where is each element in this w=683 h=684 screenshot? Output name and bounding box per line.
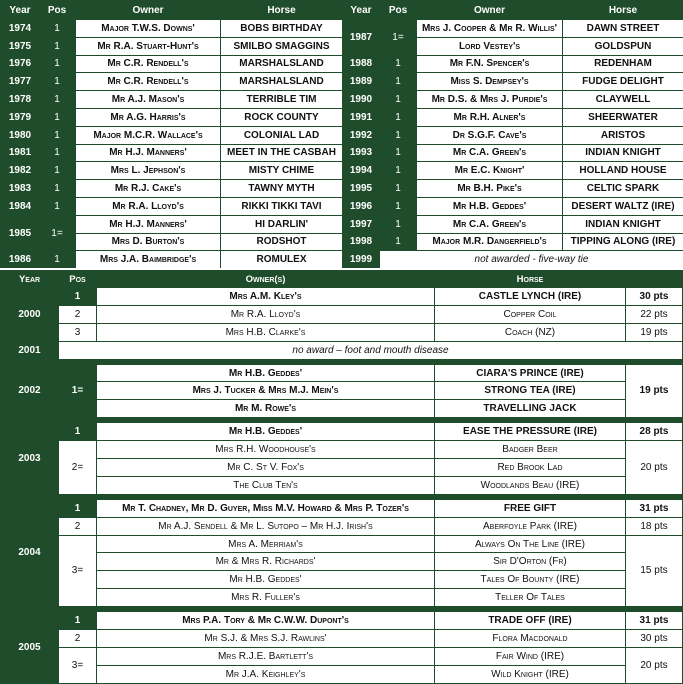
header-row — [1, 271, 682, 287]
table-row — [1, 500, 682, 517]
horse-cell: Flora Macdonald — [435, 630, 625, 647]
year-cell: 2004 — [1, 500, 58, 606]
pos-cell: 1 — [380, 216, 416, 233]
table-row — [2, 38, 342, 55]
year-cell: 1982 — [2, 162, 38, 179]
horse-cell: ROCK COUNTY — [221, 109, 342, 126]
horse-cell: BOBS BIRTHDAY — [221, 20, 342, 37]
pos-cell: 1= — [39, 216, 75, 251]
table-row — [1, 324, 682, 341]
year-cell: 1999 — [343, 251, 379, 268]
header-horse: Horse — [435, 271, 625, 287]
owner-cell: Mr C.A. Green's — [417, 216, 562, 233]
horse-cell: INDIAN KNIGHT — [563, 145, 683, 162]
horse-cell: COLONIAL LAD — [221, 127, 342, 144]
pos-cell: 1 — [39, 162, 75, 179]
horse-cell: RIKKI TIKKI TAVI — [221, 198, 342, 215]
year-cell: 2001 — [1, 342, 58, 359]
not-awarded-note: not awarded - five-way tie — [380, 251, 683, 268]
table-row — [2, 162, 342, 179]
pos-cell: 1 — [380, 56, 416, 73]
owner-cell: Major T.W.S. Downs' — [76, 20, 220, 37]
table-row — [2, 56, 342, 73]
year-cell: 1984 — [2, 198, 38, 215]
table-row — [2, 127, 342, 144]
owner-cell: Mrs A. Merriam's — [97, 536, 434, 553]
pos-cell: 1 — [39, 20, 75, 37]
horse-cell: Red Brook Lad — [435, 459, 625, 476]
horse-cell: Sir D'Orton (Fr) — [435, 553, 625, 570]
horse-cell: ARISTOS — [563, 127, 683, 144]
owner-cell: Mr A.J. Sendell & Mr L. Sutopo – Mr H.J. Irish's — [97, 518, 434, 535]
table-row — [1, 648, 682, 665]
horse-cell: MARSHALSLAND — [221, 73, 342, 90]
year-cell: 1981 — [2, 145, 38, 162]
pos-cell: 1 — [39, 38, 75, 55]
owner-cell: Mr C.R. Rendell's — [76, 73, 220, 90]
horse-cell: STRONG TEA (IRE) — [435, 382, 625, 399]
pos-cell: 3 — [59, 324, 96, 341]
horse-cell: CIARA'S PRINCE (IRE) — [435, 365, 625, 382]
pos-cell: 1 — [39, 56, 75, 73]
points-cell: 30 pts — [626, 288, 682, 305]
horse-cell: Coach (NZ) — [435, 324, 625, 341]
table-row — [1, 382, 682, 399]
header-row — [343, 2, 683, 19]
horse-cell: FREE GIFT — [435, 500, 625, 517]
table-row — [343, 198, 683, 215]
owner-cell: Mr S.J. & Mrs S.J. Rawlins' — [97, 630, 434, 647]
pos-cell: 1= — [380, 20, 416, 55]
header-owner: Owner — [417, 2, 562, 19]
owner-cell: Mrs R.J.E. Bartlett's — [97, 648, 434, 665]
table-row — [1, 423, 682, 440]
year-cell: 2000 — [1, 288, 58, 341]
owner-cell: The Club Ten's — [97, 477, 434, 494]
owner-cell: Mrs R.H. Woodhouse's — [97, 441, 434, 458]
table-row — [343, 109, 683, 126]
owner-cell: Miss S. Dempsey's — [417, 73, 562, 90]
year-cell: 1998 — [343, 234, 379, 251]
year-cell: 1990 — [343, 91, 379, 108]
section-divider — [1, 418, 682, 422]
points-cell: 15 pts — [626, 536, 682, 607]
header-year: Year — [1, 271, 58, 287]
owner-cell: Major M.C.R. Wallace's — [76, 127, 220, 144]
table-row — [343, 251, 683, 268]
pos-cell: 1 — [39, 91, 75, 108]
horse-cell: TERRIBLE TIM — [221, 91, 342, 108]
year-cell: 1989 — [343, 73, 379, 90]
pos-cell: 1 — [380, 73, 416, 90]
header-pos: Pos — [39, 2, 75, 19]
points-cell: 30 pts — [626, 630, 682, 647]
horse-cell: MISTY CHIME — [221, 162, 342, 179]
table-row — [2, 198, 342, 215]
horse-cell: CLAYWELL — [563, 91, 683, 108]
owner-cell: Lord Vestey's — [417, 38, 562, 55]
table-row — [1, 630, 682, 647]
pos-cell: 2 — [59, 306, 96, 323]
winners-table-left — [1, 1, 343, 269]
owner-cell: Mr J.A. Keighley's — [97, 666, 434, 683]
owner-cell: Mr M. Rowe's — [97, 400, 434, 417]
table-row — [1, 518, 682, 535]
table-row — [2, 109, 342, 126]
year-cell: 1987 — [343, 20, 379, 55]
year-cell: 1991 — [343, 109, 379, 126]
owner-cell: Mr R.A. Stuart-Hunt's — [76, 38, 220, 55]
table-row — [1, 477, 682, 494]
points-cell: 31 pts — [626, 612, 682, 629]
owner-cell: Mr C.R. Rendell's — [76, 56, 220, 73]
table-row — [2, 145, 342, 162]
horse-cell: TRADE OFF (IRE) — [435, 612, 625, 629]
pos-cell: 1= — [59, 365, 96, 418]
horse-cell: Copper Coil — [435, 306, 625, 323]
year-cell: 1974 — [2, 20, 38, 37]
pos-cell: 1 — [59, 288, 96, 305]
owner-cell: Mr H.J. Manners' — [76, 216, 220, 233]
pos-cell: 1 — [59, 423, 96, 440]
owner-cell: Mr H.B. Geddes' — [417, 198, 562, 215]
table-row — [1, 441, 682, 458]
table-row — [343, 180, 683, 197]
owner-cell: Mr R.H. Alner's — [417, 109, 562, 126]
horse-cell: MARSHALSLAND — [221, 56, 342, 73]
horse-cell: Woodlands Beau (IRE) — [435, 477, 625, 494]
pos-cell: 2 — [59, 630, 96, 647]
table-row — [1, 342, 682, 359]
table-row — [343, 91, 683, 108]
owner-cell: Mrs A.M. Kley's — [97, 288, 434, 305]
year-cell: 1976 — [2, 56, 38, 73]
owner-cell: Mr A.J. Mason's — [76, 91, 220, 108]
owner-cell: Mr T. Chadney, Mr D. Guyer, Miss M.V. Howard & Mrs P. Tozer's — [97, 500, 434, 517]
table-row — [343, 145, 683, 162]
pos-cell: 1 — [59, 500, 96, 517]
horse-cell: TAWNY MYTH — [221, 180, 342, 197]
owner-cell: Mr H.B. Geddes' — [97, 423, 434, 440]
year-cell: 1979 — [2, 109, 38, 126]
horse-cell: MEET IN THE CASBAH — [221, 145, 342, 162]
table-row — [2, 91, 342, 108]
table-row — [1, 306, 682, 323]
horse-cell: CASTLE LYNCH (IRE) — [435, 288, 625, 305]
horse-cell: GOLDSPUN — [563, 38, 683, 55]
horse-cell: Fair Wind (IRE) — [435, 648, 625, 665]
pos-cell: 1 — [39, 109, 75, 126]
pos-cell: 1 — [380, 91, 416, 108]
owner-cell: Mr E.C. Knight' — [417, 162, 562, 179]
pos-cell: 2 — [59, 518, 96, 535]
owner-cell: Mrs J. Tucker & Mrs M.J. Mein's — [97, 382, 434, 399]
year-cell: 1988 — [343, 56, 379, 73]
year-cell: 1985 — [2, 216, 38, 251]
owner-cell: Dr S.G.F. Cave's — [417, 127, 562, 144]
owner-cell: Mr R.A. Lloyd's — [76, 198, 220, 215]
pos-cell: 1 — [39, 145, 75, 162]
horse-cell: INDIAN KNIGHT — [563, 216, 683, 233]
pos-cell: 3= — [59, 536, 96, 607]
table-row — [343, 234, 683, 251]
horse-cell: EASE THE PRESSURE (IRE) — [435, 423, 625, 440]
horse-cell: TRAVELLING JACK — [435, 400, 625, 417]
horse-cell: SMILBO SMAGGINS — [221, 38, 342, 55]
horse-cell: CELTIC SPARK — [563, 180, 683, 197]
year-cell: 1992 — [343, 127, 379, 144]
horse-cell: Tales Of Bounty (IRE) — [435, 571, 625, 588]
pos-cell: 1 — [39, 198, 75, 215]
header-owner: Owner — [76, 2, 220, 19]
horse-cell: ROMULEX — [221, 251, 342, 268]
year-cell: 1980 — [2, 127, 38, 144]
table-row — [2, 251, 342, 268]
owner-cell: Mr C. St V. Fox's — [97, 459, 434, 476]
points-cell: 31 pts — [626, 500, 682, 517]
horse-cell: RODSHOT — [221, 234, 342, 251]
header-points — [626, 271, 682, 287]
year-cell: 2002 — [1, 365, 58, 418]
owner-cell: Mr C.A. Green's — [417, 145, 562, 162]
pos-cell: 2= — [59, 441, 96, 494]
owner-cell: Major M.R. Dangerfield's — [417, 234, 562, 251]
pos-cell: 1 — [380, 180, 416, 197]
horse-cell: TIPPING ALONG (IRE) — [563, 234, 683, 251]
table-row — [1, 459, 682, 476]
section-divider — [1, 495, 682, 499]
table-row — [343, 73, 683, 90]
year-cell: 1978 — [2, 91, 38, 108]
header-row — [2, 2, 342, 19]
horse-cell: DESERT WALTZ (IRE) — [563, 198, 683, 215]
points-cell: 19 pts — [626, 365, 682, 418]
owner-cell: Mr & Mrs R. Richards' — [97, 553, 434, 570]
no-award-note: no award – foot and mouth disease — [59, 342, 682, 359]
year-cell: 2003 — [1, 423, 58, 494]
points-cell: 19 pts — [626, 324, 682, 341]
owner-cell: Mr F.N. Spencer's — [417, 56, 562, 73]
table-row — [1, 589, 682, 606]
owner-cell: Mrs D. Burton's — [76, 234, 220, 251]
horse-cell: DAWN STREET — [563, 20, 683, 37]
header-horse: Horse — [221, 2, 342, 19]
table-row — [2, 20, 342, 37]
owner-cell: Mrs R. Fuller's — [97, 589, 434, 606]
table-row — [343, 56, 683, 73]
header-pos: Pos — [380, 2, 416, 19]
points-cell: 18 pts — [626, 518, 682, 535]
header-horse: Horse — [563, 2, 683, 19]
year-cell: 1977 — [2, 73, 38, 90]
table-row — [343, 216, 683, 233]
year-cell: 2005 — [1, 612, 58, 683]
points-cell: 28 pts — [626, 423, 682, 440]
pos-cell: 1 — [380, 234, 416, 251]
owner-cell: Mr H.B. Geddes' — [97, 571, 434, 588]
year-cell: 1997 — [343, 216, 379, 233]
owner-cell: Mr H.B. Geddes' — [97, 365, 434, 382]
points-cell: 20 pts — [626, 441, 682, 494]
historic-winners-panel — [0, 0, 683, 268]
pos-cell: 1 — [380, 162, 416, 179]
section-divider — [1, 360, 682, 364]
table-row — [1, 553, 682, 570]
table-row — [1, 288, 682, 305]
table-row — [343, 127, 683, 144]
owner-cell: Mr R.A. Lloyd's — [97, 306, 434, 323]
horse-cell: Always On The Line (IRE) — [435, 536, 625, 553]
table-row — [2, 216, 342, 233]
pos-cell: 1 — [380, 145, 416, 162]
owner-cell: Mr B.H. Pike's — [417, 180, 562, 197]
horse-cell: HI DARLIN' — [221, 216, 342, 233]
owner-cell: Mrs J.A. Baimbridge's — [76, 251, 220, 268]
horse-cell: HOLLAND HOUSE — [563, 162, 683, 179]
owner-cell: Mr D.S. & Mrs J. Purdie's — [417, 91, 562, 108]
header-year: Year — [2, 2, 38, 19]
header-year: Year — [343, 2, 379, 19]
winners-table-right — [342, 1, 683, 269]
section-divider — [1, 607, 682, 611]
pos-cell: 1 — [39, 251, 75, 268]
owner-cell: Mrs P.A. Tory & Mr C.W.W. Dupont's — [97, 612, 434, 629]
owner-cell: Mrs H.B. Clarke's — [97, 324, 434, 341]
year-cell: 1983 — [2, 180, 38, 197]
pos-cell: 1 — [39, 180, 75, 197]
header-pos: Pos — [59, 271, 96, 287]
year-cell: 1996 — [343, 198, 379, 215]
year-cell: 1994 — [343, 162, 379, 179]
table-row — [1, 666, 682, 683]
horse-cell: Badger Beer — [435, 441, 625, 458]
points-table — [0, 270, 683, 684]
table-row — [2, 180, 342, 197]
table-row — [1, 365, 682, 382]
pos-cell: 1 — [380, 127, 416, 144]
owner-cell: Mrs L. Jephson's — [76, 162, 220, 179]
header-owner: Owner(s) — [97, 271, 434, 287]
table-row — [343, 162, 683, 179]
pos-cell: 3= — [59, 648, 96, 683]
pos-cell: 1 — [59, 612, 96, 629]
year-cell: 1975 — [2, 38, 38, 55]
year-cell: 1995 — [343, 180, 379, 197]
points-cell: 22 pts — [626, 306, 682, 323]
owner-cell: Mr H.J. Manners' — [76, 145, 220, 162]
owner-cell: Mr A.G. Harris's — [76, 109, 220, 126]
horse-cell: FUDGE DELIGHT — [563, 73, 683, 90]
horse-cell: REDENHAM — [563, 56, 683, 73]
year-cell: 1993 — [343, 145, 379, 162]
horse-cell: Wild Knight (IRE) — [435, 666, 625, 683]
table-row — [1, 612, 682, 629]
pos-cell: 1 — [39, 127, 75, 144]
table-row — [1, 536, 682, 553]
year-cell: 1986 — [2, 251, 38, 268]
pos-cell: 1 — [380, 198, 416, 215]
points-cell: 20 pts — [626, 648, 682, 683]
horse-cell: SHEERWATER — [563, 109, 683, 126]
pos-cell: 1 — [380, 109, 416, 126]
pos-cell: 1 — [39, 73, 75, 90]
table-row — [1, 571, 682, 588]
horse-cell: Teller Of Tales — [435, 589, 625, 606]
owner-cell: Mrs J. Cooper & Mr R. Willis' — [417, 20, 562, 37]
owner-cell: Mr R.J. Cake's — [76, 180, 220, 197]
table-row — [343, 20, 683, 37]
table-row — [2, 73, 342, 90]
horse-cell: Aberfoyle Park (IRE) — [435, 518, 625, 535]
table-row — [1, 400, 682, 417]
